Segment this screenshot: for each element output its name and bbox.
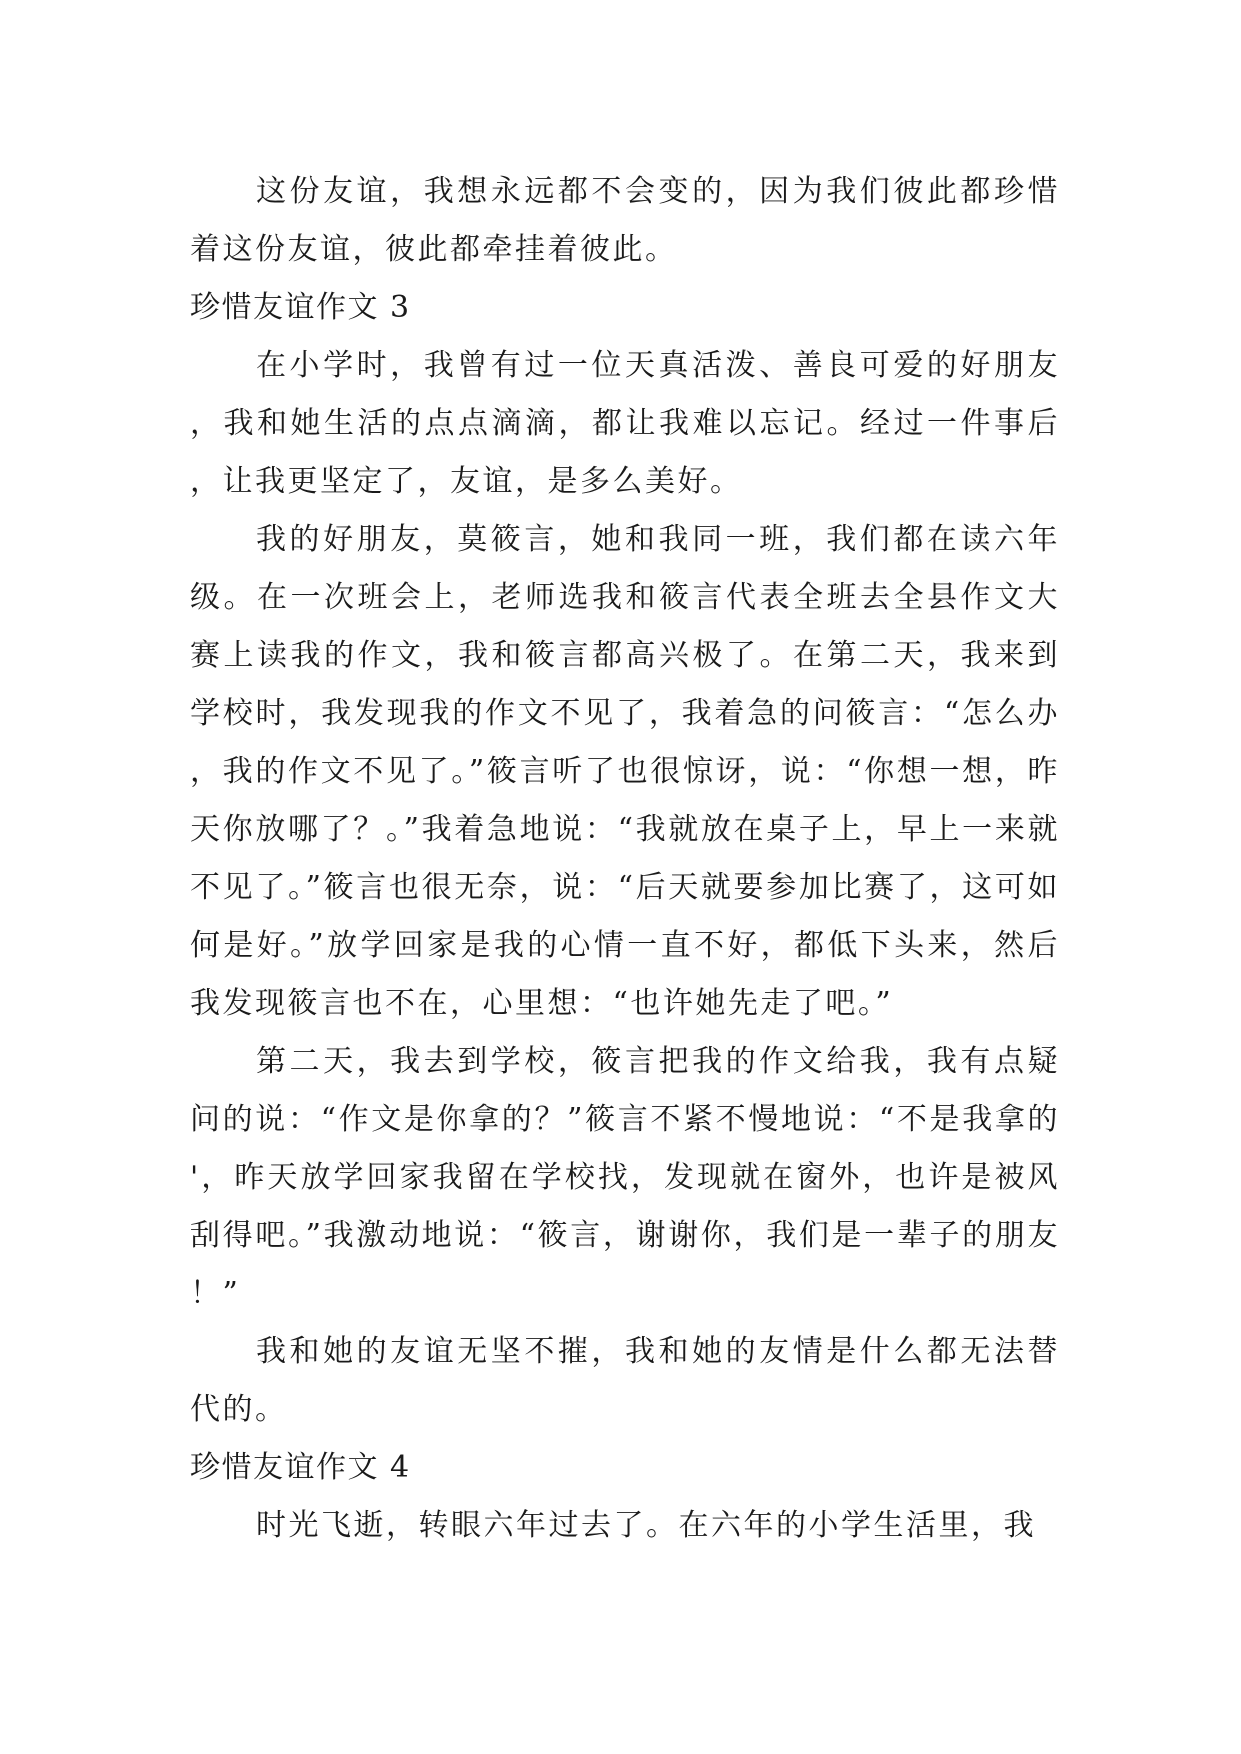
paragraph-lost-essay: 我的好朋友，莫筱言，她和我同一班，我们都在读六年级。在一次班会上，老师选我和筱言代表全班去全县作文大赛上读我的作文，我和筱言都高兴极了。在第二天，我来到学校时，我发现我的作文不见了，我着急的问筱言：“怎么办，我的作文不见了。”筱言听了也很惊讶，说：“你想一想，昨天你放哪了？。”我着急地说：“我就放在桌子上，早上一来就不见了。”筱言也很无奈，说：“后天就要参加比赛了，这可如何是好。”放学回家是我的心情一直不好，都低下头来，然后我发现筱言也不在，心里想：“也许她先走了吧。” bbox=[190, 522, 1060, 1021]
paragraph-unbreakable-friendship: 我和她的友谊无坚不摧，我和她的友情是什么都无法替代的。 bbox=[190, 1334, 1060, 1427]
paragraph-primary-school-friend: 在小学时，我曾有过一位天真活泼、善良可爱的好朋友，我和她生活的点点滴滴，都让我难以忘记。经过一件事后，让我更坚定了，友谊，是多么美好。 bbox=[190, 348, 1060, 499]
paragraph-friendship-forever: 这份友谊，我想永远都不会变的，因为我们彼此都珍惜着这份友谊，彼此都牵挂着彼此。 bbox=[190, 174, 1060, 267]
essay-heading-3: 珍惜友谊作文 3 bbox=[190, 290, 411, 325]
essay-heading-4: 珍惜友谊作文 4 bbox=[190, 1450, 411, 1485]
document-body bbox=[190, 163, 1060, 1555]
paragraph-essay-returned: 第二天，我去到学校，筱言把我的作文给我，我有点疑问的说：“作文是你拿的？”筱言不紧不慢地说：“不是我拿的'，昨天放学回家我留在学校找，发现就在窗外，也许是被风刮得吧。”我激动地说：“筱言，谢谢你，我们是一辈子的朋友！” bbox=[190, 1044, 1060, 1311]
paragraph-time-flies: 时光飞逝，转眼六年过去了。在六年的小学生活里，我 bbox=[256, 1508, 1036, 1543]
